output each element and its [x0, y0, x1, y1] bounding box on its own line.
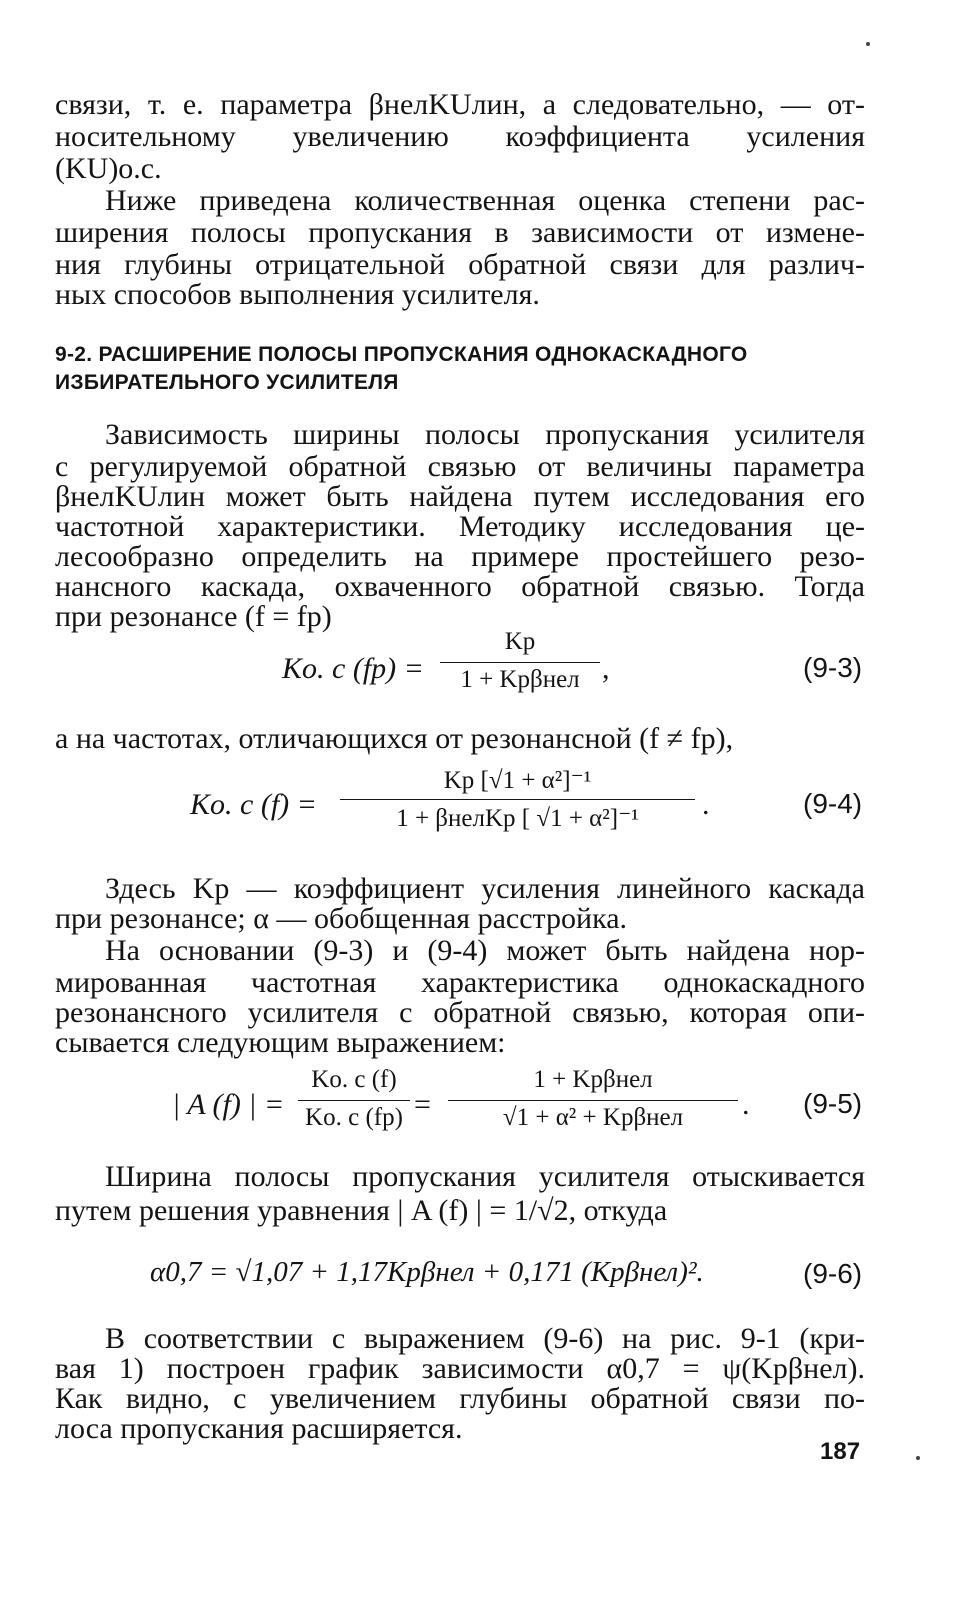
- fraction-bar: [440, 662, 600, 663]
- equation-number: (9-6): [803, 1258, 863, 1289]
- text-line: На основании (9-3) и (9-4) может быть найдена нор-: [105, 934, 865, 967]
- eq-lhs: Kо. с (fр) =: [282, 652, 424, 685]
- text-line: с регулируемой обратной связью от величины параметра: [55, 450, 865, 483]
- text-line: при резонансе (f = fр): [55, 600, 332, 633]
- eq-denominator: 1 + Kрβнел: [460, 666, 580, 693]
- fraction-bar: [448, 1100, 738, 1101]
- eq-punct: .: [702, 788, 710, 821]
- text-line: Зависимость ширины полосы пропускания усилителя: [105, 418, 865, 451]
- page-number: 187: [820, 1438, 861, 1465]
- text-line: связи, т. е. параметра βнелKUлин, а следовательно, — от-: [55, 88, 865, 121]
- eq-numerator: Kр [√1 + α²]⁻¹: [443, 767, 592, 794]
- text-line: резонансного усилителя с обратной связью, которая опи-: [55, 996, 865, 1029]
- text-line: путем решения уравнения | A (f) | = 1/√2, откуда: [55, 1194, 668, 1227]
- eq-denominator: 1 + βнелKр [ √1 + α²]⁻¹: [396, 805, 639, 832]
- eq-body: α0,7 = √1,07 + 1,17Kрβнел + 0,171 (Kрβнел)².: [150, 1256, 704, 1288]
- text-line: мированная частотная характеристика однокаскадного: [55, 966, 865, 999]
- text-line: носительному увеличению коэффициента усиления: [55, 120, 865, 153]
- text-line: (KU)о.с.: [55, 152, 162, 185]
- eq-lhs: | A (f) | =: [172, 1088, 285, 1121]
- eq-denominator: Kо. с (fр): [305, 1104, 403, 1131]
- text-line: а на частотах, отличающихся от резонансной (f ≠ fр),: [55, 722, 734, 755]
- eq-numerator: Kр: [504, 628, 536, 655]
- eq-lhs: Kо. с (f) =: [190, 788, 317, 821]
- section-heading: ИЗБИРАТЕЛЬНОГО УСИЛИТЕЛЯ: [55, 371, 399, 394]
- text-line: лоса пропускания расширяется.: [55, 1412, 463, 1445]
- eq-numerator: Kо. с (f): [311, 1066, 397, 1093]
- fraction-bar: [298, 1100, 410, 1101]
- equation-number: (9-4): [803, 788, 863, 819]
- text-line: вая 1) построен график зависимости α0,7 = ψ(Kрβнел).: [55, 1352, 865, 1385]
- text-line: ных способов выполнения усилителя.: [55, 278, 540, 311]
- scan-speck: [866, 42, 870, 46]
- scan-speck: [916, 1456, 920, 1460]
- eq-numerator: 1 + Kрβнел: [533, 1066, 653, 1093]
- text-line: ширения полосы пропускания в зависимости от измене-: [55, 216, 865, 249]
- section-heading: 9-2. РАСШИРЕНИЕ ПОЛОСЫ ПРОПУСКАНИЯ ОДНОКАСКАДНОГО: [55, 343, 748, 366]
- text-line: лесообразно определить на примере простейшего резо-: [55, 540, 865, 573]
- eq-equals: =: [414, 1088, 431, 1121]
- text-line: при резонансе; α — обобщенная расстройка.: [55, 902, 628, 935]
- eq-punct: ,: [602, 652, 610, 685]
- text-line: Ниже приведена количественная оценка степени рас-: [105, 184, 865, 217]
- text-line: В соответствии с выражением (9-6) на рис. 9-1 (кри-: [105, 1322, 865, 1355]
- equation-number: (9-5): [803, 1088, 863, 1119]
- text-line: Здесь Kр — коэффициент усиления линейного каскада: [105, 872, 865, 905]
- eq-punct: .: [742, 1088, 750, 1121]
- text-line: Ширина полосы пропускания усилителя отыскивается: [105, 1160, 865, 1193]
- text-line: нансного каскада, охваченного обратной связью. Тогда: [55, 570, 865, 603]
- text-line: частотной характеристики. Методику исследования це-: [55, 510, 865, 543]
- eq-denominator: √1 + α² + Kрβнел: [502, 1104, 684, 1131]
- fraction-bar: [340, 799, 695, 800]
- text-line: βнелKUлин может быть найдена путем исследования его: [55, 480, 865, 513]
- equation-number: (9-3): [803, 652, 863, 683]
- text-line: Как видно, с увеличением глубины обратной связи по-: [55, 1382, 865, 1415]
- text-line: ния глубины отрицательной обратной связи для различ-: [55, 248, 865, 281]
- text-line: сывается следующим выражением:: [55, 1026, 506, 1059]
